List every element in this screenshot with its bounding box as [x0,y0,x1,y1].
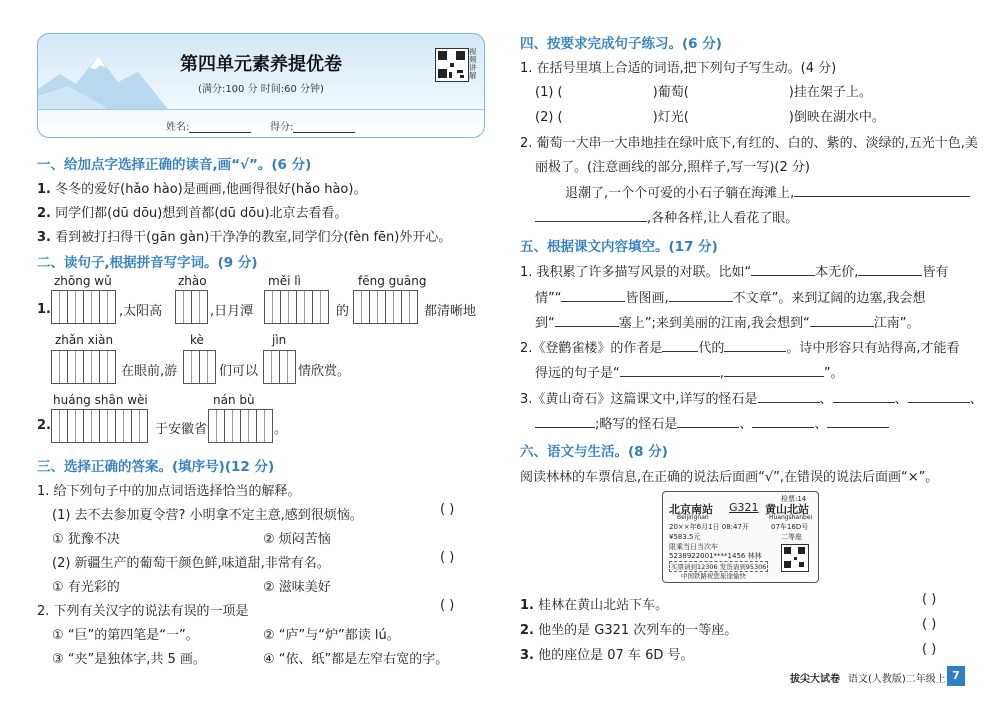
s6-statement-1 [520,594,668,613]
ticket-price: ¥583.5元 [669,533,701,541]
ticket-train: G321 [729,501,759,514]
s2-num-2: 2. [37,418,51,433]
s5-q2-t3: 。诗中形容只有站得高,才能看 [786,341,960,356]
s5-q1-line1 [520,261,948,280]
s5-q1-t3: 皆有 [922,265,949,280]
s5-q2-t1: 2.《登鹳雀楼》的作者是 [520,341,663,356]
s2-text-2: ,日月潭 [210,304,254,319]
s3-q1b-opt1: ① 有光彩的 [52,580,120,595]
s3-q2-opt1: ① “巨”的第四笔是“一”。 [52,628,199,643]
write-boxes-zhanxian[interactable] [51,350,115,384]
write-boxes-huangshanwei[interactable] [51,409,147,443]
s5-q2-t2: 代的 [698,341,725,356]
s6-num-1: 1. [520,598,534,613]
s3-q2-opt4: ④ “依、纸”都是左窄右宽的字。 [263,652,449,667]
write-boxes-zhongwu[interactable] [51,290,115,324]
s5-q1-t2: 本无价, [815,265,859,280]
s2-text-6: 们可以 [219,364,259,379]
s4-q2-line3 [565,182,970,201]
s4-q1: 1. 在括号里填上合适的词语,把下列句子写生动。(4 分) [520,61,837,76]
s5-blank-2[interactable] [858,262,922,276]
pinyin-ke: kè [190,333,204,347]
answer-paren-s3-3[interactable]: ( ) [440,598,455,613]
s4-q2-line3-text: 退潮了,一个个可爱的小石子躺在海滩上, [565,186,795,201]
s5-blank-13[interactable] [908,389,970,403]
s2-text-5: 在眼前,游 [121,364,178,379]
s3-q1a-opt1: ① 犹豫不决 [52,532,120,547]
s4-q1a [535,81,872,100]
s3-q1: 1. 给下列句子中的加点词语选择恰当的解释。 [37,484,301,499]
footer-brand: 拔尖大试卷 [790,674,840,685]
name-blank[interactable] [189,120,251,133]
ticket-check: 检票:14 [781,495,807,503]
s5-blank-9[interactable] [620,363,720,377]
s6-num-2: 2. [520,623,534,638]
s2-num-1: 1. [37,302,51,317]
s5-blank-8[interactable] [724,338,786,352]
qr-code-icon[interactable] [435,48,469,82]
s5-q1-t5: 皆图画, [625,291,669,306]
s2-text-1: ,太阳高 [119,304,163,319]
ticket-limit: 限乘当日当次车 [669,543,718,551]
pinyin-zhongwu: zhōng wǔ [54,274,112,288]
s5-blank-4[interactable] [669,288,733,302]
score-field[interactable] [270,118,355,133]
ticket-class: 二等座 [781,533,802,541]
s6-statement-3 [520,644,693,663]
s5-q3-t1: 3.《黄山奇石》这篇课文中,详写的怪石是 [520,392,758,407]
s3-q2-opt3: ③ “夹”是独体字,共 5 画。 [52,652,206,667]
answer-paren-s6-3[interactable]: ( ) [922,642,937,657]
ticket-to-py: Huangshanbei [769,514,813,521]
s5-q1-line3 [535,312,919,331]
score-label: 得分: [270,122,294,133]
s5-q2-t5: , [719,366,724,381]
s4-blank-2[interactable] [535,208,647,222]
s4-q1a-part2: )葡萄( [652,85,689,100]
s4-q1a-part1: (1) ( [535,85,563,100]
s5-q3-sep1: 、 [819,392,833,407]
s4-blank-1[interactable] [794,183,970,197]
s5-blank-10[interactable] [724,363,824,377]
s4-q2-line4 [535,207,798,226]
s3-q1b-opt2: ② 滋味美好 [263,580,331,595]
section4-title: 四、按要求完成句子练习。(6 分) [520,36,722,52]
s5-blank-5[interactable] [555,313,619,327]
s2-text-3: 的 [336,304,350,319]
s5-q1-t1: 1. 我积累了许多描写风景的对联。比如“ [520,265,752,280]
s2-text-8: 于安徽省 [155,422,208,437]
s5-blank-3[interactable] [561,288,625,302]
write-boxes-meili[interactable] [264,290,328,324]
ticket-to: 黄山北站 [765,503,809,516]
pinyin-zhao: zhào [178,274,207,288]
ticket-seat: 07车16D号 [771,523,809,531]
s2-text-4: 都清晰地 [424,304,477,319]
score-blank[interactable] [293,120,355,133]
ticket-date: 20××年6月1日 08:47开 [669,523,749,531]
name-field[interactable] [166,118,251,133]
write-boxes-nanbu[interactable] [208,409,272,443]
s3-q2: 2. 下列有关汉字的说法有误的一项是 [37,604,249,619]
s5-q1-t8: 塞上”;来到美丽的江南,我会想到“ [618,316,810,331]
section3-title: 三、选择正确的答案。(填序号)(12 分) [37,459,275,475]
section1-title: 一、给加点字选择正确的读音,画“√”。(6 分) [37,157,312,173]
header-divider [38,109,484,110]
s5-blank-16[interactable] [752,414,814,428]
ticket-rail: 中国铁路祝您旅途愉快 [681,572,746,580]
s4-q2-line2: 丽极了。(注意画线的部分,照样子,写一写)(2 分) [535,160,810,175]
s3-q1b: (2) 新疆生产的葡萄干颜色鲜,味道甜,非常有名。 [52,556,330,571]
answer-paren-s3-2[interactable]: ( ) [440,550,455,565]
s6-statement-2 [520,619,737,638]
s4-q1b [535,106,885,125]
s3-q2-opt2: ② “庐”与“炉”都读 lú。 [263,628,400,643]
s1-num-2: 2. [37,206,51,221]
s5-q3-sep5: 、 [814,417,828,432]
page-number: 7 [947,666,965,686]
s1-item-1 [37,178,366,197]
page-title: 第四单元素养提优卷 [180,54,342,75]
s6-intro: 阅读林林的车票信息,在正确的说法后面画“√”,在错误的说法后面画“×”。 [520,470,939,485]
s5-q2-t4: 得远的句子是“ [535,366,620,381]
s2-text-9: 。 [274,422,288,437]
s1-text-1: 冬冬的爱好(hǎo hào)是画画,他画得很好(hǎo hào)。 [55,182,367,197]
pinyin-meili: měi lì [268,274,301,288]
s5-q3-line2 [535,413,889,432]
s6-num-3: 3. [520,648,534,663]
s5-q1-t6: 不文章”。来到辽阔的边塞,我会想 [732,291,926,306]
qr-label: 视频讲解 [469,47,477,80]
section5-title: 五、根据课文内容填空。(17 分) [520,239,718,255]
s5-blank-14[interactable] [535,414,595,428]
s6-text-3: 他的座位是 07 车 6D 号。 [538,648,694,663]
s3-q1a-opt2: ② 烦闷苦恼 [263,532,331,547]
write-boxes-ke[interactable] [183,350,215,384]
write-boxes-jin[interactable] [263,350,295,384]
write-boxes-fengguang[interactable] [353,290,417,324]
s1-text-3: 看到被打扫得干(gān gàn)干净净的教室,同学们分(fèn fēn)外开心。 [55,230,452,245]
s1-text-2: 同学们都(dū dōu)想到首都(dū dōu)北京去看看。 [55,206,348,221]
pinyin-nanbu: nán bù [213,393,255,407]
section2-title: 二、读句子,根据拼音写字词。(9 分) [37,255,258,271]
s5-blank-7[interactable] [662,338,698,352]
s5-q2-line1 [520,337,960,356]
s5-q3-sep3: 、 [969,392,983,407]
answer-paren-s6-2[interactable]: ( ) [922,617,937,632]
ticket-qr-icon [781,544,809,572]
s5-blank-17[interactable] [827,414,889,428]
s5-blank-15[interactable] [677,414,739,428]
s6-text-2: 他坐的是 G321 次列车的一等座。 [538,623,738,638]
train-ticket [662,491,819,583]
s5-blank-12[interactable] [833,389,895,403]
s5-q1-t9: 江南”。 [873,316,920,331]
s1-num-1: 1. [37,182,51,197]
ticket-notice: 买票请到12306 发货请到95306 [671,563,767,571]
exam-meta: (满分:100 分 时间:60 分钟) [198,84,324,95]
s4-q2-line1: 2. 葡萄一大串一大串地挂在绿叶底下,有红的、白的、紫的、淡绿的,五光十色,美 [520,136,978,151]
s3-q1a: (1) 去不去参加夏令营? 小明拿不定主意,感到很烦恼。 [52,508,363,523]
s5-blank-6[interactable] [810,313,874,327]
answer-paren-s3-1[interactable]: ( ) [440,502,455,517]
s5-q2-t6: ”。 [823,366,844,381]
pinyin-huangshanwei: huáng shān wèi [53,393,148,407]
s5-blank-1[interactable] [751,262,815,276]
s4-q1a-part3: )挂在架子上。 [788,85,872,100]
write-boxes-zhao[interactable] [175,290,207,324]
s5-q1-t4: 情”“ [535,291,562,306]
s5-q2-line2 [535,362,844,381]
s5-q1-t7: 到“ [535,316,555,331]
pinyin-zhanxian: zhǎn xiàn [55,333,114,347]
ticket-from: 北京南站 [669,503,713,516]
s5-q3-sep4: 、 [739,417,753,432]
name-label: 姓名: [166,122,190,133]
s4-q2-line4-text: ,各种各样,让人看花了眼。 [647,211,799,226]
pinyin-fengguang: fēng guāng [358,274,427,288]
s5-q1-line2 [535,287,926,306]
section6-title: 六、语文与生活。(8 分) [520,444,668,460]
pinyin-jin: jìn [272,333,287,347]
s1-num-3: 3. [37,230,51,245]
s5-q3-t2: ;略写的怪石是 [595,417,678,432]
answer-paren-s6-1[interactable]: ( ) [922,592,937,607]
s5-q3-line1 [520,388,983,407]
s1-item-3 [37,226,451,245]
s1-item-2 [37,202,348,221]
s5-q3-sep2: 、 [894,392,908,407]
s5-blank-11[interactable] [758,389,820,403]
s2-text-7: 情欣赏。 [298,364,351,379]
ticket-from-py: Beijingnan [677,514,709,521]
s4-q1b-part1: (2) ( [535,110,563,125]
exam-header [37,33,485,138]
ticket-id: 5238922001****1456 林林 [669,552,762,560]
footer-subject: 语文(人教版)二年级上 [848,674,946,685]
s4-q1b-part3: )倒映在湖水中。 [788,110,885,125]
s6-text-1: 桂林在黄山北站下车。 [538,598,669,613]
s4-q1b-part2: )灯光( [652,110,689,125]
